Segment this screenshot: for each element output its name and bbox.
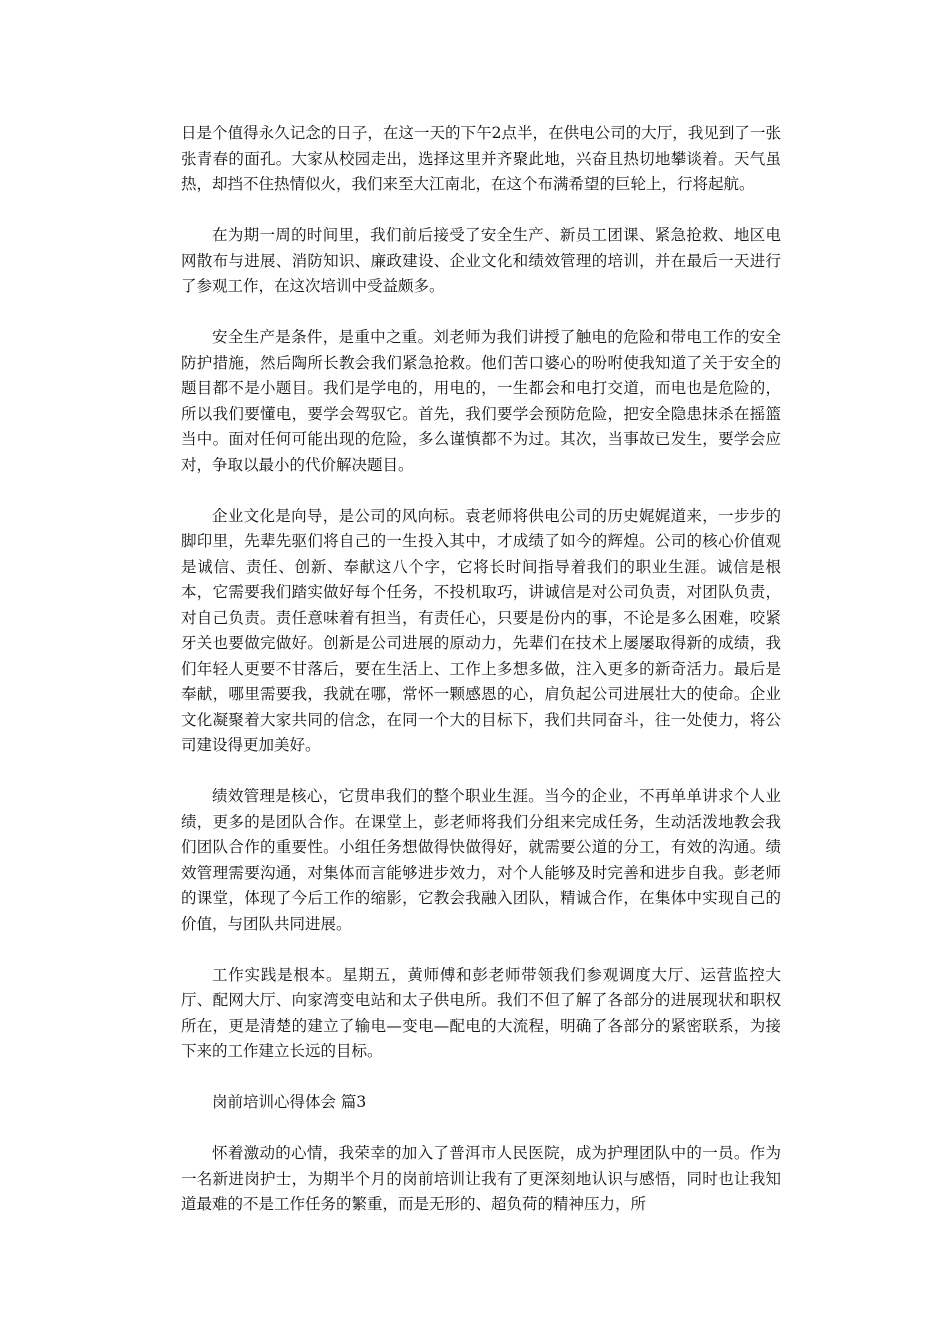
paragraph-training-overview: 在为期一周的时间里，我们前后接受了安全生产、新员工团课、紧急抢救、地区电网散布与进展、消防知识、廉政建设、企业文化和绩效管理的培训，并在最后一天进行了参观工作，在这次培训中受益颇多。 — [181, 226, 781, 295]
paragraph-performance-management: 绩效管理是核心，它贯串我们的整个职业生涯。当今的企业，不再单单讲求个人业绩，更多的是团队合作。在课堂上，彭老师将我们分组来完成任务，生动活泼地教会我们团队合作的重要性。小组任务想做得快做得好，就需要公道的分工，有效的沟通。绩效管理需要沟通，对集体而言能够进步效力，对个人能够及时完善和进步自我。彭老师的课堂，体现了今后工作的缩影，它教会我融入团队，精诚合作，在集体中实现自己的价值，与团队共同进展。 — [181, 787, 781, 933]
paragraph-corporate-culture: 企业文化是向导，是公司的风向标。袁老师将供电公司的历史娓娓道来，一步步的脚印里，先辈先驱们将自己的一生投入其中，才成绩了如今的辉煌。公司的核心价值观是诚信、责任、创新、奉献这八个字，它将长时间指导着我们的职业生涯。诚信是根本，它需要我们踏实做好每个任务，不投机取巧，讲诚信是对公司负责，对团队负责，对自己负责。责任意味着有担当，有责任心，只要是份内的事，不论是多么困难，咬紧牙关也要做完做好。创新是公司进展的原动力，先辈们在技术上屡屡取得新的成绩，我们年轻人更要不甘落后，要在生活上、工作上多想多做，注入更多的新奇活力。最后是奉献，哪里需要我，我就在哪，常怀一颗感恩的心，肩负起公司进展壮大的使命。企业文化凝聚着大家共同的信念，在同一个大的目标下，我们共同奋斗，往一处使力，将公司建设得更加美好。 — [181, 506, 781, 754]
paragraph-safety-production: 安全生产是条件，是重中之重。刘老师为我们讲授了触电的危险和带电工作的安全防护措施，然后陶所长教会我们紧急抢救。他们苦口婆心的吩咐使我知道了关于安全的题目都不是小题目。我们是学电的，用电的，一生都会和电打交道，而电也是危险的，所以我们要懂电，要学会驾驭它。首先，我们要学会预防危险，把安全隐患抹杀在摇篮当中。面对任何可能出现的危险，多么谨慎都不为过。其次，当事故已发生，要学会应对，争取以最小的代价解决题目。 — [181, 328, 781, 474]
section-heading: 岗前培训心得体会 篇3 — [212, 1093, 367, 1111]
paragraph-nurse-intro: 怀着激动的心情，我荣幸的加入了普洱市人民医院，成为护理团队中的一员。作为一名新进岗护士，为期半个月的岗前培训让我有了更深刻地认识与感悟，同时也让我知道最难的不是工作任务的繁重，而是无形的、超负荷的精神压力，所 — [181, 1144, 781, 1213]
document-body — [181, 121, 781, 1243]
paragraph-continuation: 日是个值得永久记念的日子，在这一天的下午2点半，在供电公司的大厅，我见到了一张张青春的面孔。大家从校园走出，选择这里并齐聚此地，兴奋且热切地攀谈着。天气虽热，却挡不住热情似火，我们来至大江南北，在这个布满希望的巨轮上，行将起航。 — [181, 124, 781, 193]
paragraph-work-practice: 工作实践是根本。星期五，黄师傅和彭老师带领我们参观调度大厅、运营监控大厅、配网大厅、向家湾变电站和太子供电所。我们不但了解了各部分的进展现状和职权所在，更是清楚的建立了输电—变电—配电的大流程，明确了各部分的紧密联系，为接下来的工作建立长远的目标。 — [181, 965, 781, 1060]
